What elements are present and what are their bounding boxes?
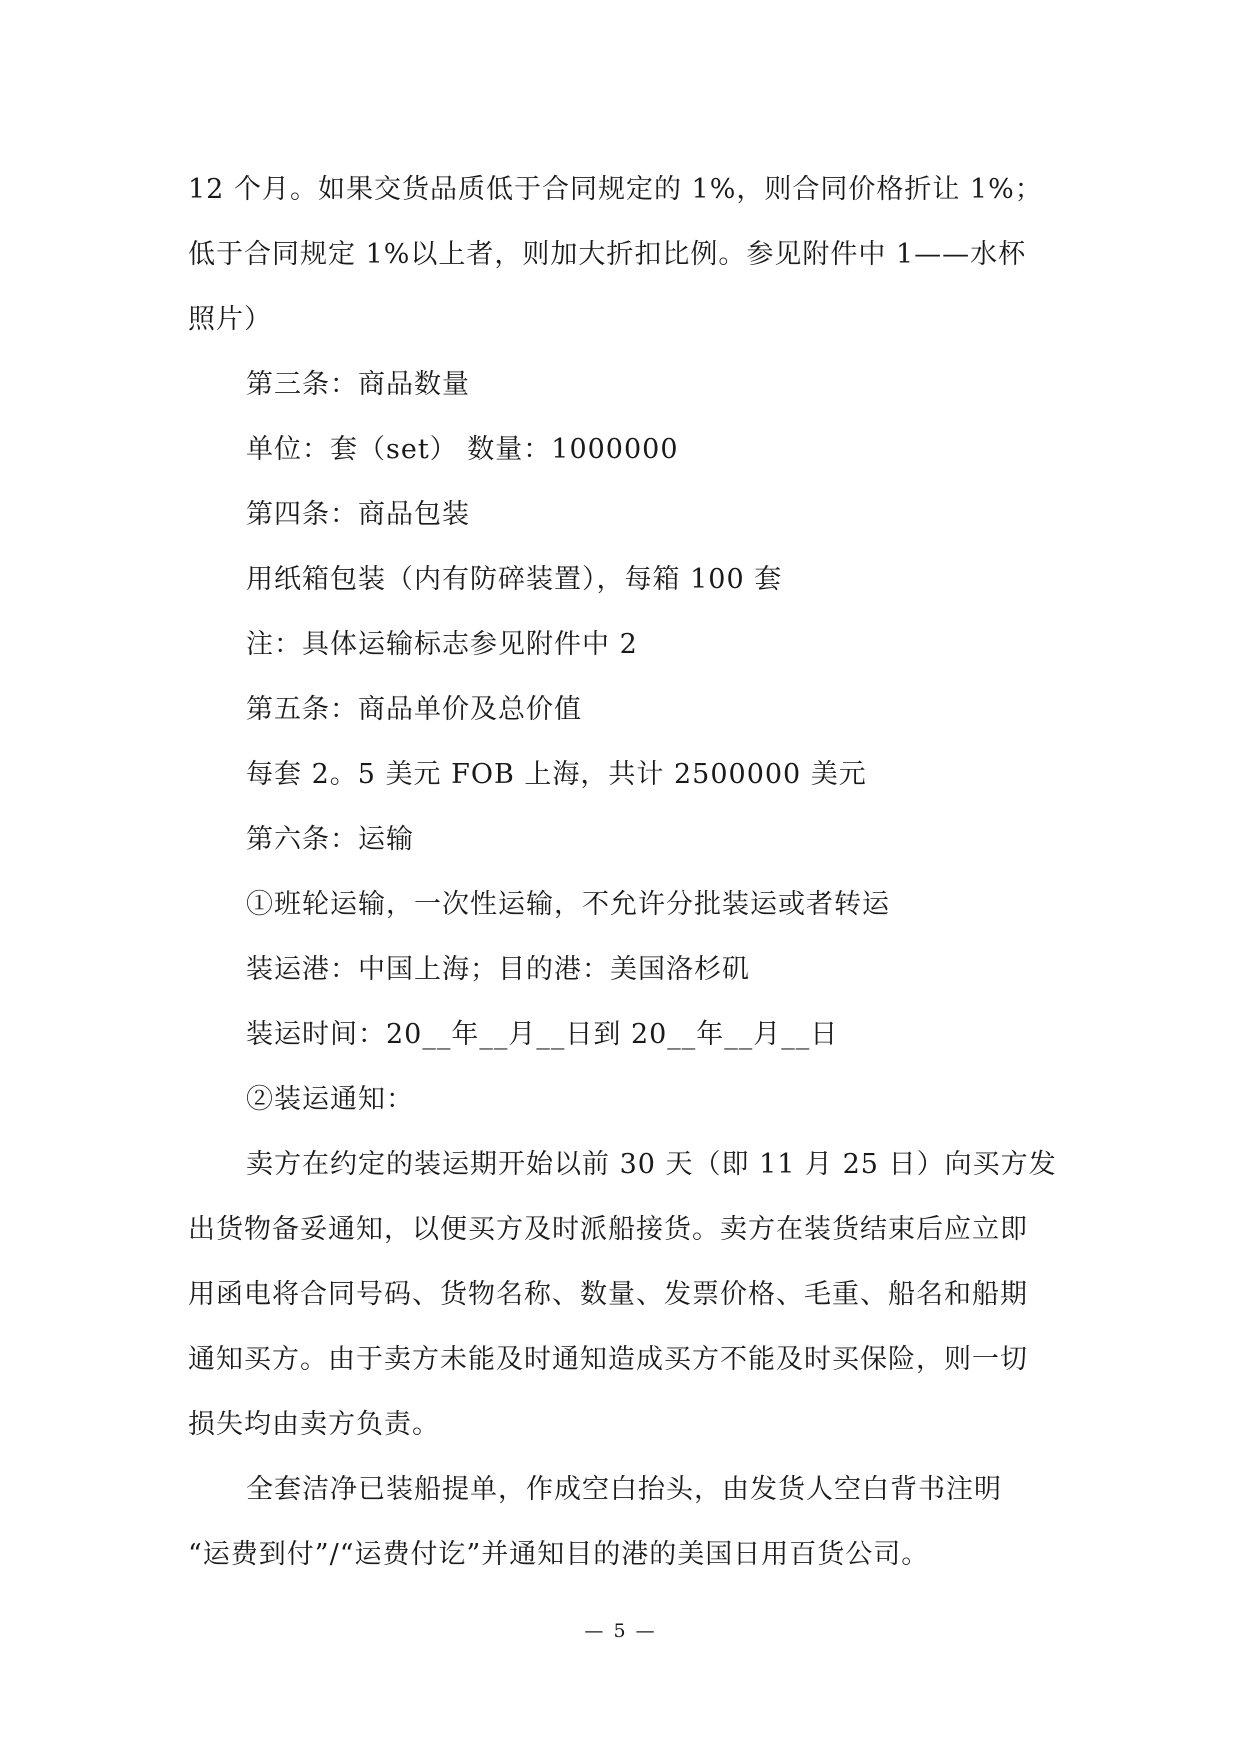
page-number: — 5 — <box>584 1620 657 1642</box>
text-line: ①班轮运输，一次性运输，不允许分批装运或者转运 <box>246 889 890 920</box>
text-line: 用函电将合同号码、货物名称、数量、发票价格、毛重、船名和船期 <box>188 1279 1028 1310</box>
text-line: 单位：套（set） 数量：1000000 <box>246 434 679 465</box>
text-line: 卖方在约定的装运期开始以前 30 天（即 11 月 25 日）向买方发 <box>246 1149 1057 1180</box>
text-line: 损失均由卖方负责。 <box>188 1409 440 1440</box>
text-line: 第四条：商品包装 <box>246 499 470 530</box>
text-line: 通知买方。由于卖方未能及时通知造成买方不能及时买保险，则一切 <box>188 1344 1028 1375</box>
text-line: 低于合同规定 1%以上者，则加大折扣比例。参见附件中 1——水杯 <box>188 239 1027 270</box>
text-line: 全套洁净已装船提单，作成空白抬头，由发货人空白背书注明 <box>246 1474 1002 1505</box>
text-line: 注：具体运输标志参见附件中 2 <box>246 629 638 660</box>
text-line: 12 个月。如果交货品质低于合同规定的 1%，则合同价格折让 1%； <box>188 174 1043 205</box>
text-line: 用纸箱包装（内有防碎装置），每箱 100 套 <box>246 564 783 595</box>
text-line: 出货物备妥通知，以便买方及时派船接货。卖方在装货结束后应立即 <box>188 1214 1028 1245</box>
text-line: ②装运通知： <box>246 1084 414 1115</box>
text-line: 第五条：商品单价及总价值 <box>246 694 582 725</box>
text-line: 装运港：中国上海；目的港：美国洛杉矶 <box>246 954 750 985</box>
text-line: 第三条：商品数量 <box>246 369 470 400</box>
text-line: “运费到付”/“运费付讫”并通知目的港的美国日用百货公司。 <box>188 1539 930 1570</box>
text-line: 装运时间：20__年__月__日到 20__年__月__日 <box>246 1019 839 1050</box>
text-line: 照片） <box>188 304 272 335</box>
body-text <box>188 157 1058 1587</box>
text-line: 第六条：运输 <box>246 824 414 855</box>
text-line: 每套 2。5 美元 FOB 上海，共计 2500000 美元 <box>246 759 867 790</box>
